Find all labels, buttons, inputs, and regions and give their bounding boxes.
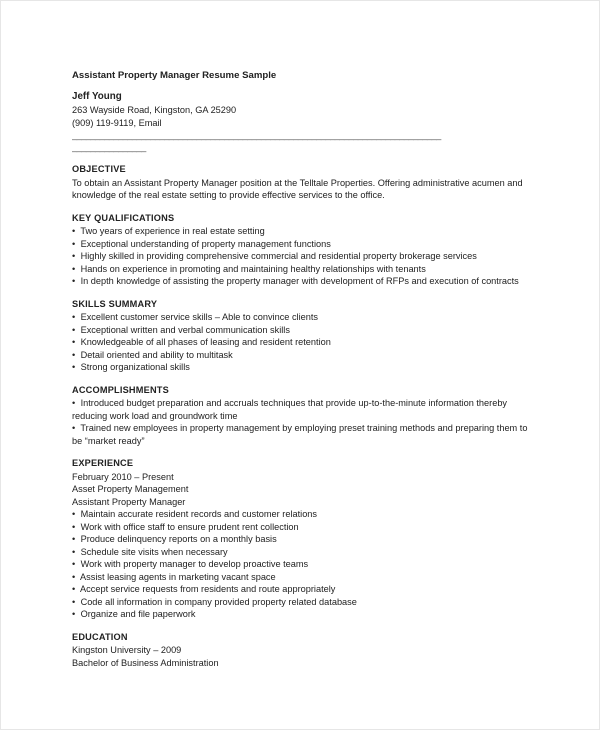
skills-section	[72, 298, 532, 374]
qualifications-list	[72, 225, 532, 288]
list-item-text: Work with property manager to develop proactive teams	[80, 559, 309, 569]
list-item	[72, 422, 532, 447]
objective-section	[72, 163, 532, 202]
bullet-icon: •	[72, 312, 76, 322]
contact-block	[72, 91, 532, 154]
list-item-text: Schedule site visits when necessary	[80, 546, 228, 557]
list-item	[72, 324, 532, 337]
list-item-text: Detail oriented and ability to multitask	[80, 349, 233, 360]
list-item-text: Strong organizational skills	[80, 362, 190, 372]
list-item	[72, 397, 532, 422]
list-item-text: Exceptional written and verbal communication skills	[80, 324, 290, 335]
list-item-text: Two years of experience in real estate setting	[80, 226, 265, 236]
list-item-text: Code all information in company provided property related database	[80, 596, 357, 607]
bullet-icon: •	[72, 571, 76, 582]
list-item-text: Organize and file paperwork	[80, 609, 196, 619]
bullet-icon: •	[72, 534, 76, 544]
list-item	[72, 608, 532, 621]
list-item-text: Introduced budget preparation and accruals techniques that provide up-to-the-minute information thereby reducing work load and groundwork time	[72, 398, 508, 421]
list-item	[72, 533, 532, 546]
list-item-text: Excellent customer service skills – Able to convince clients	[80, 312, 319, 322]
bullet-icon: •	[72, 609, 76, 619]
document-title: Assistant Property Manager Resume Sample	[72, 70, 277, 81]
bullet-icon: •	[72, 324, 76, 335]
bullet-icon: •	[72, 509, 76, 519]
bullet-icon: •	[72, 349, 76, 360]
list-item-text: Exceptional understanding of property management functions	[80, 238, 331, 249]
list-item	[72, 583, 532, 596]
list-item	[72, 349, 532, 362]
experience-duties-list	[72, 508, 532, 621]
candidate-phone-email: (909) 119-9119, Email	[72, 117, 162, 128]
list-item-text: In depth knowledge of assisting the property manager with development of RFPs and execution of contracts	[80, 276, 519, 286]
skills-list	[72, 311, 532, 374]
list-item-text: Maintain accurate resident records and customer relations	[80, 509, 318, 519]
objective-text: To obtain an Assistant Property Manager position at the Telltale Properties. Offering administrative acumen and knowledge of the real estate setting to provide effective services to the office.	[72, 177, 523, 200]
bullet-icon: •	[72, 521, 76, 532]
bullet-icon: •	[72, 584, 76, 594]
list-item-text: Hands on experience in promoting and maintaining healthy relationships with tenants	[80, 263, 426, 274]
bullet-icon: •	[72, 362, 76, 372]
list-item	[72, 558, 532, 571]
list-item	[72, 225, 532, 238]
accomplishments-section	[72, 384, 532, 448]
bullet-icon: •	[72, 559, 76, 569]
bullet-icon: •	[72, 423, 76, 433]
experience-role: Assistant Property Manager	[72, 496, 186, 507]
list-item-text: Assist leasing agents in marketing vacant space	[80, 571, 276, 582]
bullet-icon: •	[72, 276, 76, 286]
accomplishments-list	[72, 397, 532, 447]
separator-rule-2: ________________	[72, 142, 146, 152]
skills-heading: SKILLS SUMMARY	[72, 298, 158, 309]
accomplishments-heading: ACCOMPLISHMENTS	[72, 384, 169, 395]
qualifications-heading: KEY QUALIFICATIONS	[72, 212, 175, 223]
candidate-address: 263 Wayside Road, Kingston, GA 25290	[72, 105, 237, 115]
experience-heading: EXPERIENCE	[72, 458, 134, 468]
list-item	[72, 275, 532, 288]
list-item-text: Trained new employees in property management by employing preset training methods and preparing them to be “market ready”	[72, 423, 528, 446]
bullet-icon: •	[72, 238, 76, 249]
qualifications-section	[72, 212, 532, 288]
bullet-icon: •	[72, 226, 76, 236]
list-item	[72, 596, 532, 609]
list-item	[72, 311, 532, 324]
bullet-icon: •	[72, 596, 76, 607]
list-item-text: Knowledgeable of all phases of leasing and resident retention	[80, 337, 331, 347]
separator-rule-1: ________________________________________________________________________________	[72, 130, 441, 140]
list-item	[72, 521, 532, 534]
bullet-icon: •	[72, 546, 76, 557]
education-heading: EDUCATION	[72, 631, 128, 642]
list-item-text: Highly skilled in providing comprehensive commercial and residential property brokerage services	[80, 251, 477, 261]
bullet-icon: •	[72, 337, 76, 347]
resume-content	[72, 70, 532, 669]
list-item	[72, 508, 532, 521]
bullet-icon: •	[72, 263, 76, 274]
education-school: Kingston University – 2009	[72, 645, 182, 655]
experience-company: Asset Property Management	[72, 484, 189, 494]
list-item-text: Produce delinquency reports on a monthly basis	[80, 534, 277, 544]
list-item	[72, 361, 532, 374]
list-item	[72, 546, 532, 559]
list-item-text: Accept service requests from residents and route appropriately	[80, 584, 336, 594]
experience-section	[72, 457, 532, 621]
list-item	[72, 238, 532, 251]
list-item	[72, 250, 532, 263]
education-section	[72, 631, 532, 670]
bullet-icon: •	[72, 251, 76, 261]
list-item	[72, 263, 532, 276]
bullet-icon: •	[72, 398, 76, 408]
list-item-text: Work with office staff to ensure prudent rent collection	[80, 521, 299, 532]
objective-heading: OBJECTIVE	[72, 164, 126, 174]
list-item	[72, 571, 532, 584]
education-degree: Bachelor of Business Administration	[72, 657, 219, 668]
candidate-name: Jeff Young	[72, 90, 122, 102]
experience-dates: February 2010 – Present	[72, 471, 174, 482]
list-item	[72, 336, 532, 349]
